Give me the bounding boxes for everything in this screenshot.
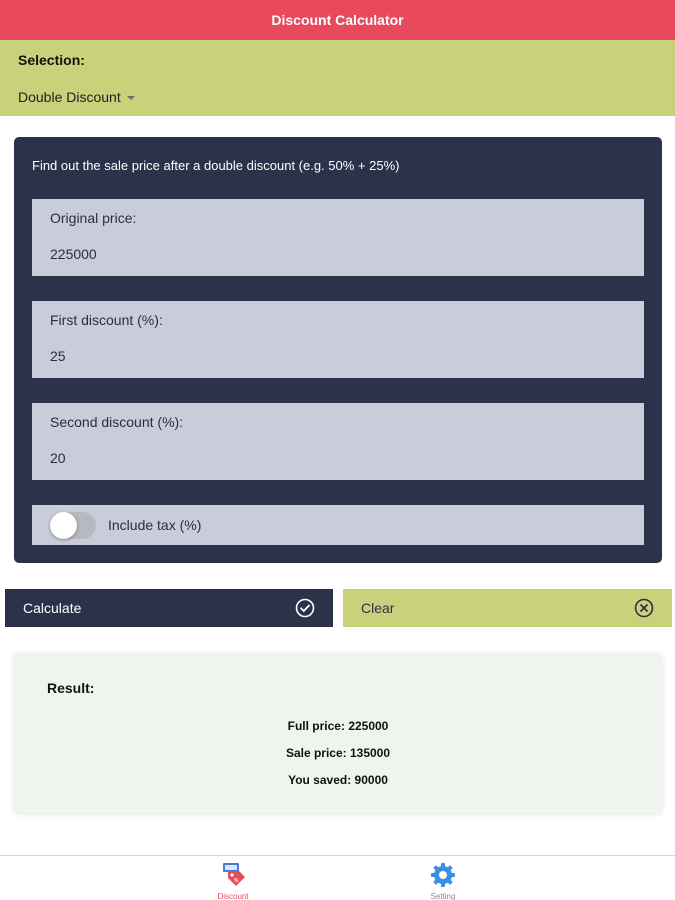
close-circle-icon	[634, 598, 654, 618]
clear-button[interactable]	[343, 589, 672, 627]
price-tag-icon	[219, 862, 247, 888]
first-discount-field[interactable]	[32, 301, 644, 378]
tab-setting-label: Setting	[430, 892, 456, 900]
form-description: Find out the sale price after a double discount (e.g. 50% + 25%)	[32, 158, 400, 173]
chevron-down-icon	[127, 96, 135, 100]
tab-discount[interactable]	[173, 856, 293, 900]
bottom-tab-bar	[0, 855, 675, 900]
you-saved-result: You saved: 90000	[288, 773, 388, 787]
first-discount-label: First discount (%):	[50, 312, 163, 328]
clear-button-label: Clear	[361, 600, 395, 616]
app-header	[0, 0, 675, 40]
app-title: Discount Calculator	[271, 12, 404, 28]
include-tax-label: Include tax (%)	[108, 517, 202, 533]
svg-text:%: %	[234, 878, 239, 884]
tab-discount-label: Discount	[217, 892, 249, 900]
include-tax-toggle[interactable]	[50, 512, 96, 539]
toggle-knob	[50, 512, 77, 539]
original-price-input[interactable]: 225000	[50, 246, 97, 262]
input-card	[14, 137, 662, 563]
selection-label: Selection:	[18, 52, 85, 68]
calculate-button-label: Calculate	[23, 600, 82, 616]
second-discount-label: Second discount (%):	[50, 414, 184, 430]
result-title: Result:	[47, 680, 95, 696]
second-discount-input[interactable]: 20	[50, 450, 66, 466]
check-circle-icon	[295, 598, 315, 618]
calculator-type-dropdown[interactable]	[18, 89, 135, 105]
first-discount-input[interactable]: 25	[50, 348, 66, 364]
gear-icon	[429, 862, 457, 888]
calculator-type-value: Double Discount	[18, 89, 121, 105]
original-price-field[interactable]	[32, 199, 644, 276]
include-tax-row	[32, 505, 644, 545]
result-panel	[14, 653, 662, 813]
second-discount-field[interactable]	[32, 403, 644, 480]
calculate-button[interactable]	[5, 589, 333, 627]
selection-panel	[0, 40, 675, 116]
full-price-result: Full price: 225000	[287, 719, 389, 733]
tab-setting[interactable]	[383, 856, 503, 900]
sale-price-result: Sale price: 135000	[285, 746, 391, 760]
original-price-label: Original price:	[50, 210, 137, 226]
